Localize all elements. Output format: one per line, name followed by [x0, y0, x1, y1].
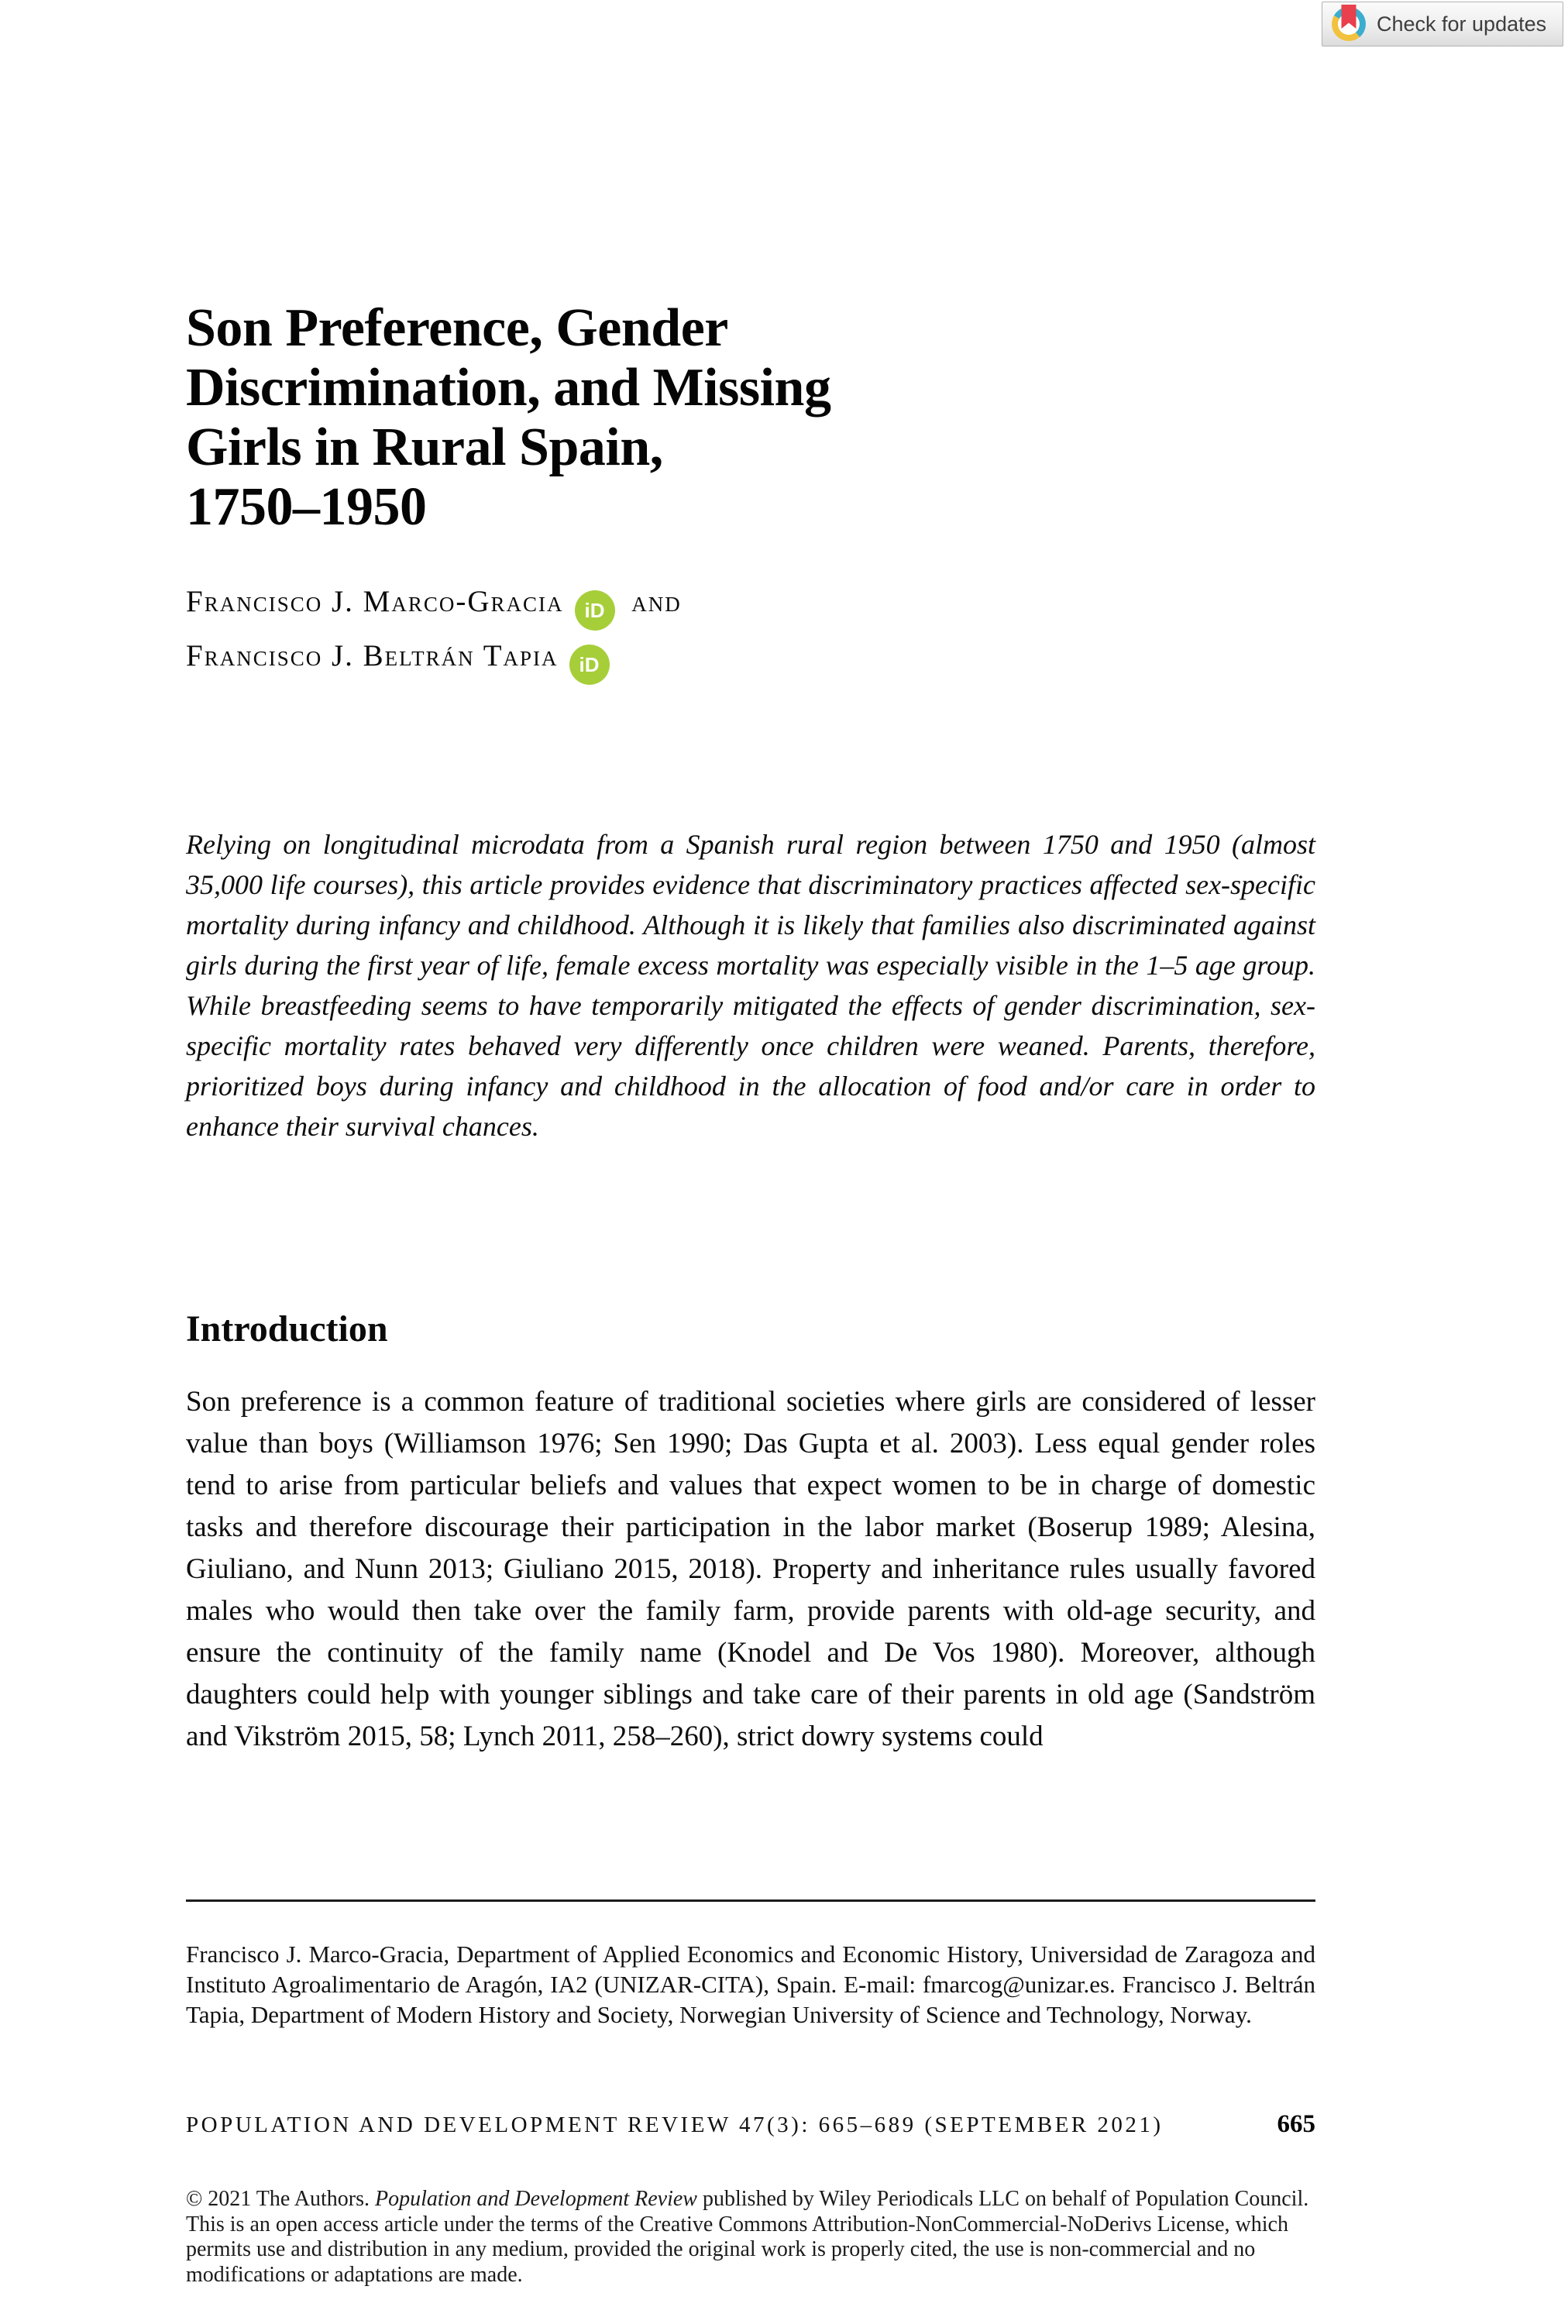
journal-citation-line: POPULATION AND DEVELOPMENT REVIEW 47(3): 665–689 (SEPTEMBER 2021) [186, 2113, 1164, 2137]
check-for-updates-button[interactable] [1322, 2, 1563, 46]
author-name-2: Francisco J. Beltrán Tapia [186, 639, 559, 672]
author-line-2 [186, 631, 1193, 685]
copyright-suffix: published by Wiley Periodicals LLC on behalf of Population Council. This is an open access article under the terms of the Creative Commons Attribution-NonCommercial-NoDerivs License, which permits use and distribution in any medium, provided the original work is properly cited, the use is non-commercial and no modifications or adaptations are made. [186, 2187, 1309, 2287]
copyright-prefix: © 2021 The Authors. [186, 2187, 375, 2211]
orcid-icon[interactable]: iD [575, 590, 615, 631]
journal-citation-row [186, 2110, 1315, 2139]
abstract-paragraph: Relying on longitudinal microdata from a Spanish rural region between 1750 and 1950 (almost 35,000 life courses), this article provides evidence that discriminatory practices affected sex-specific mortality during infancy and childhood. Although it is likely that families also discriminated against girls during the first year of life, female excess mortality was especially visible in the 1–5 age group. While breastfeeding seems to have temporarily mitigated the effects of gender discrimination, sex-specific mortality rates behaved very differently once children were weaned. Parents, therefore, prioritized boys during infancy and childhood in the allocation of food and/or care in order to enhance their survival chances. [186, 829, 1315, 1142]
title-line-1: Son Preference, Gender [186, 297, 728, 358]
introduction-paragraph: Son preference is a common feature of traditional societies where girls are considered of lesser value than boys (Williamson 1976; Sen 1990; Das Gupta et al. 2003). Less equal gender roles tend to arise from particular beliefs and values that expect women to be in charge of domestic tasks and therefore discourage their participation in the labor market (Boserup 1989; Alesina, Giuliano, and Nunn 2013; Giuliano 2015, 2018). Property and inheritance rules usually favored males who would then take over the family farm, provide parents with old-age security, and ensure the continuity of the family name (Knodel and De Vos 1980). Moreover, although daughters could help with younger siblings and take care of their parents in old age (Sandström and Vikström 2015, 58; Lynch 2011, 258–260), strict dowry systems could [186, 1386, 1315, 1752]
copyright-notice [186, 2187, 1325, 2288]
orcid-icon[interactable]: iD [569, 645, 610, 685]
copyright-journal-name: Population and Development Review [374, 2187, 697, 2211]
author-conjunction: and [622, 585, 682, 618]
bookmark-icon [1342, 5, 1357, 29]
author-line-1 [186, 576, 1193, 631]
title-line-2: Discrimination, and Missing [186, 357, 831, 418]
author-list [186, 576, 1193, 685]
title-line-4: 1750–1950 [186, 476, 427, 537]
article-title [186, 298, 1147, 537]
title-line-3: Girls in Rural Spain, [186, 417, 663, 477]
author-name-1: Francisco J. Marco-Gracia [186, 585, 564, 618]
author-affiliation-footnote: Francisco J. Marco-Gracia, Department of Applied Economics and Economic History, Universidad de Zaragoza and Instituto Agroalimentario de Aragón, IA2 (UNIZAR-CITA), Spain. E-mail: fmarcog@unizar.es. Francisco J. Beltrán Tapia, Department of Modern History and Society, Norwegian University of Science and Technology, Norway. [186, 1941, 1315, 2028]
footnote-divider [186, 1899, 1315, 1902]
check-for-updates-label: Check for updates [1377, 12, 1547, 36]
section-heading-introduction: Introduction [186, 1308, 388, 1349]
crossmark-icon [1332, 7, 1366, 41]
page-number: 665 [1277, 2110, 1315, 2138]
